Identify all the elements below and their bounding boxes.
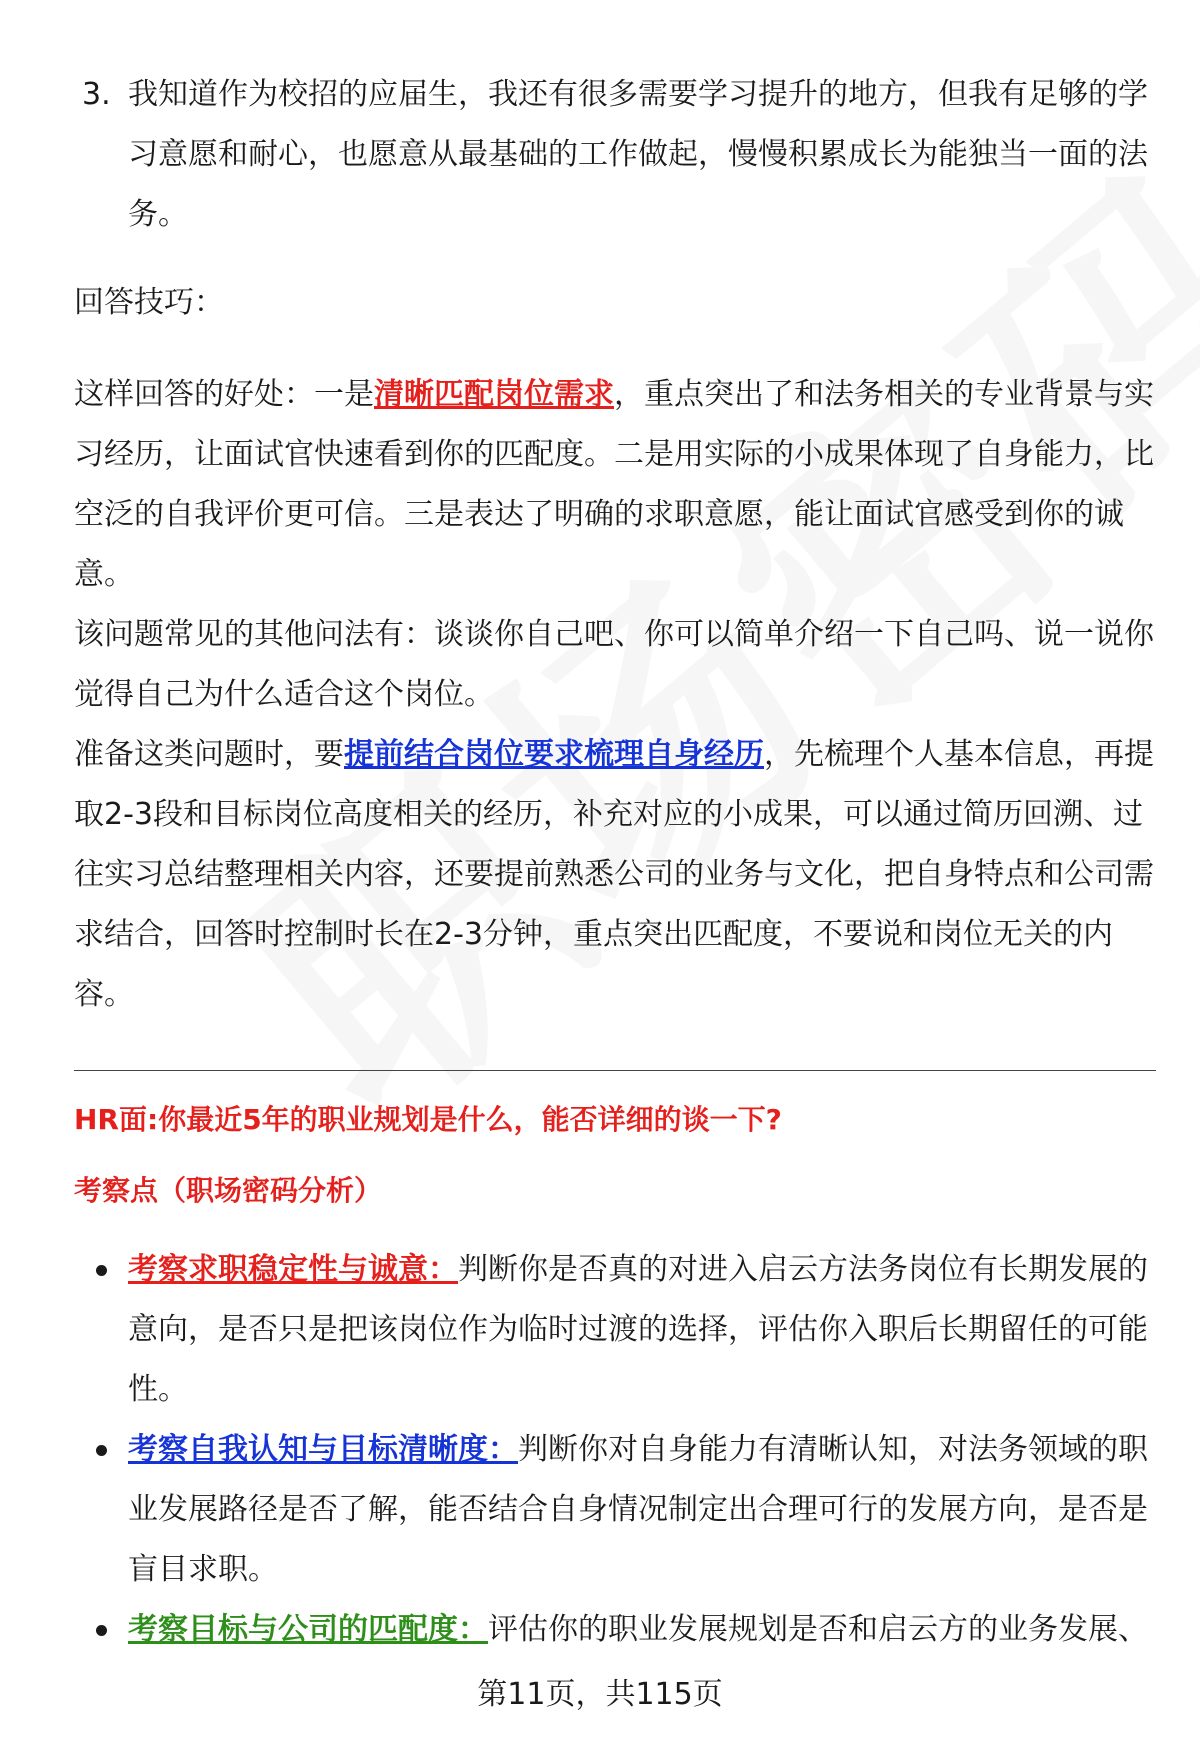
bullet-dot-icon [96, 1265, 107, 1276]
bullet-text: 评估你的职业发展规划是否和启云方的业务发展、 [488, 1612, 1148, 1647]
bullet-dot-icon [96, 1445, 107, 1456]
bullet-label-blue: 考察自我认知与目标清晰度： [128, 1432, 518, 1467]
paragraph-text: ，先梳理个人基本信息，再提取2-3段和目标岗位高度相关的经历，补充对应的小成果，可以通过简历回溯、过往实习总结整理相关内容，还要提前熟悉公司的业务与文化，把自身特点和公司需求结合，回答时控制时长在2-3分钟，重点突出匹配度，不要说和岗位无关的内容。 [74, 737, 1154, 1012]
bullet-item [92, 1420, 1152, 1600]
tips-label: 回答技巧： [74, 285, 224, 320]
bullet-text: 判断你对自身能力有清晰认知，对法务领域的职业发展路径是否了解，能否结合自身情况制定出合理可行的发展方向，是否是盲目求职。 [128, 1432, 1148, 1587]
paragraph-text: 准备这类问题时，要 [74, 737, 344, 772]
section-divider [74, 1070, 1156, 1071]
analysis-heading: 考察点（职场密码分析） [74, 1174, 383, 1207]
numbered-item-3 [82, 65, 1162, 245]
question-heading: HR面:你最近5年的职业规划是什么，能否详细的谈一下? [74, 1103, 782, 1136]
alternative-questions-paragraph: 该问题常见的其他问法有：谈谈你自己吧、你可以简单介绍一下自己吗、说一说你觉得自己为什么适合这个岗位。 [74, 617, 1154, 712]
bullet-item [92, 1240, 1152, 1420]
bullet-dot-icon [96, 1625, 107, 1636]
highlight-red: 清晰匹配岗位需求 [374, 377, 614, 412]
bullet-label-red: 考察求职稳定性与诚意： [128, 1252, 458, 1287]
page-number: 第11页，共115页 [477, 1677, 723, 1712]
bullet-label-green: 考察目标与公司的匹配度： [128, 1612, 488, 1647]
list-item-text: 我知道作为校招的应届生，我还有很多需要学习提升的地方，但我有足够的学习意愿和耐心，也愿意从最基础的工作做起，慢慢积累成长为能独当一面的法务。 [128, 77, 1148, 232]
list-number: 3. [82, 77, 111, 112]
bullet-item [92, 1600, 1152, 1660]
paragraph-text: 这样回答的好处：一是 [74, 377, 374, 412]
highlight-blue: 提前结合岗位要求梳理自身经历 [344, 737, 764, 772]
paragraph-text: ，重点突出了和法务相关的专业背景与实习经历，让面试官快速看到你的匹配度。二是用实际的小成果体现了自身能力，比空泛的自我评价更可信。三是表达了明确的求职意愿，能让面试官感受到你的诚意。 [74, 377, 1154, 592]
answer-benefits-paragraph [74, 365, 1154, 605]
preparation-paragraph [74, 725, 1154, 1025]
bullet-text: 判断你是否真的对进入启云方法务岗位有长期发展的意向，是否只是把该岗位作为临时过渡的选择，评估你入职后长期留任的可能性。 [128, 1252, 1148, 1407]
